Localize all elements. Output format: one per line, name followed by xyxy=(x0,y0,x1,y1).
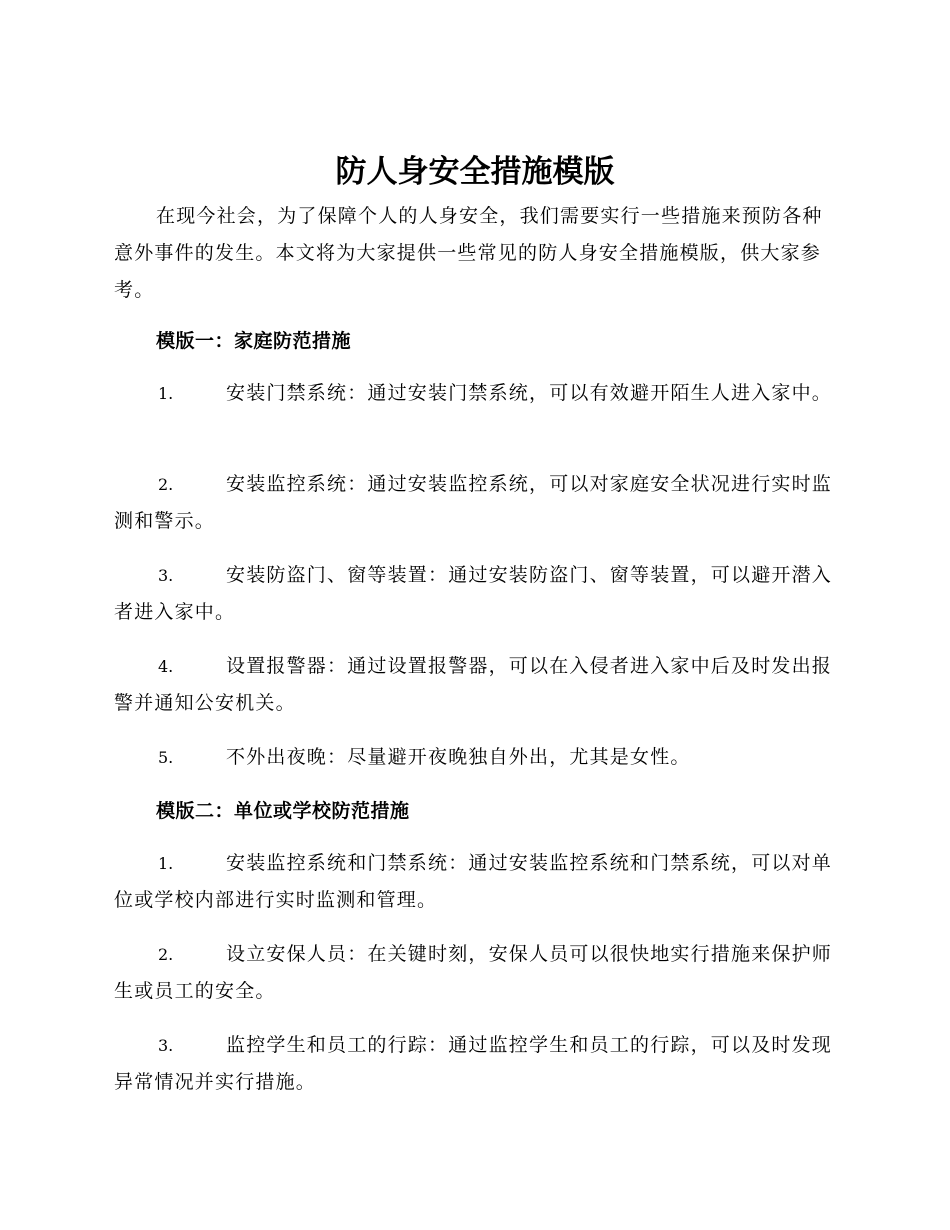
intro-paragraph: 在现今社会，为了保障个人的人身安全，我们需要实行一些措施来预防各种意外事件的发生。本文将为大家提供一些常见的防人身安全措施模版，供大家参考。 xyxy=(114,205,823,301)
list-item-text: 设立安保人员：在关键时刻，安保人员可以很快地实行措施来保护师生或员工的安全。 xyxy=(114,943,833,1002)
list-item-text: 不外出夜晚：尽量避开夜晚独自外出，尤其是女性。 xyxy=(226,746,691,768)
list-item-number: 1. xyxy=(158,854,174,873)
list-item xyxy=(114,936,834,1010)
list-item xyxy=(114,739,834,776)
list-item-text: 安装监控系统和门禁系统：通过安装监控系统和门禁系统，可以对单位或学校内部进行实时监测和管理。 xyxy=(114,852,833,911)
list-item-text: 设置报警器：通过设置报警器，可以在入侵者进入家中后及时发出报警并通知公安机关。 xyxy=(114,655,833,714)
list-item xyxy=(114,375,834,412)
list-item-text: 监控学生和员工的行踪：通过监控学生和员工的行踪，可以及时发现异常情况并实行措施。 xyxy=(114,1034,833,1093)
list-item-number: 3. xyxy=(158,1036,174,1055)
list-item-number: 5. xyxy=(158,748,174,767)
list-item xyxy=(114,466,834,540)
list-item-text: 安装防盗门、窗等装置：通过安装防盗门、窗等装置，可以避开潜入者进入家中。 xyxy=(114,564,833,623)
list-item xyxy=(114,648,834,722)
list-item xyxy=(114,557,834,631)
list-item-text: 安装监控系统：通过安装监控系统，可以对家庭安全状况进行实时监测和警示。 xyxy=(114,473,833,532)
list-item-number: 2. xyxy=(158,475,174,494)
section-heading-school: 模版二：单位或学校防范措施 xyxy=(156,800,410,822)
document-title: 防人身安全措施模版 xyxy=(335,154,615,190)
list-item xyxy=(114,1027,834,1101)
list-item-number: 2. xyxy=(158,945,174,964)
list-item-number: 3. xyxy=(158,566,174,585)
list-item-number: 4. xyxy=(158,657,174,676)
section-heading-home: 模版一：家庭防范措施 xyxy=(156,330,352,352)
list-item-text: 安装门禁系统：通过安装门禁系统，可以有效避开陌生人进入家中。 xyxy=(226,382,833,404)
list-item xyxy=(114,845,834,919)
list-item-number: 1. xyxy=(158,384,174,403)
